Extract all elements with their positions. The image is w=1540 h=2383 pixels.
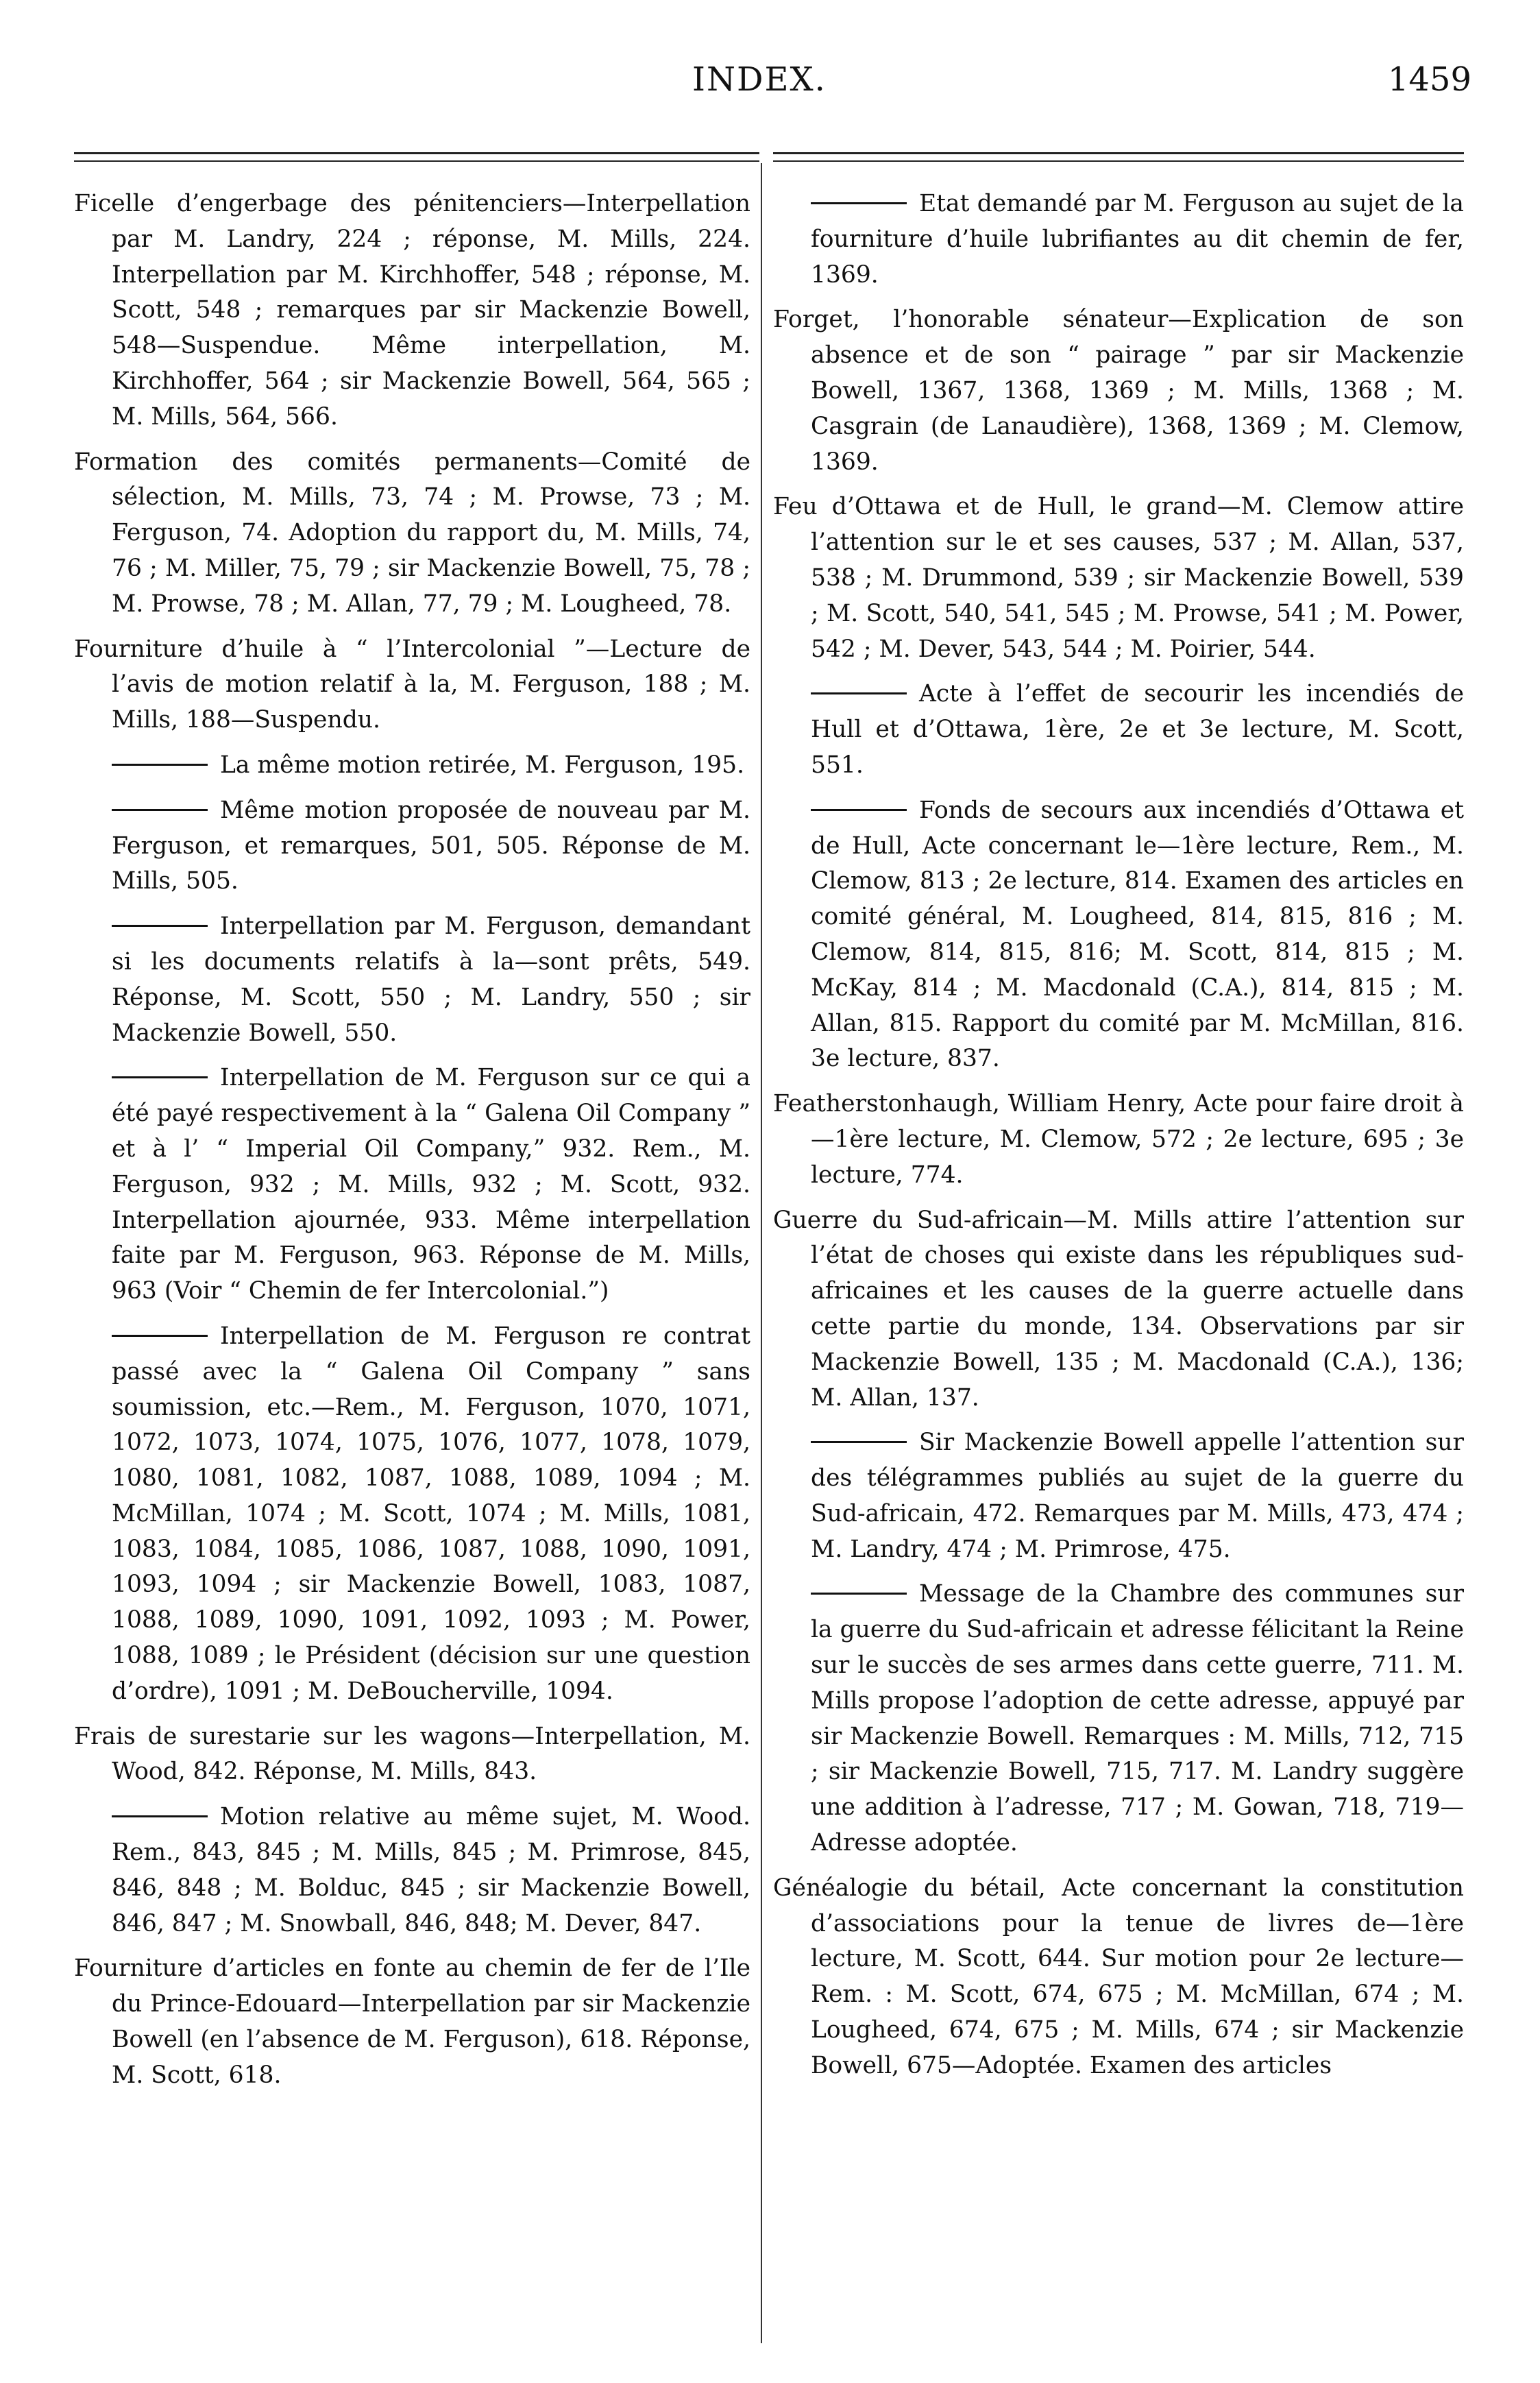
entry-text: La même motion retirée, M. Ferguson, 195. [220,751,745,779]
ditto-dash [811,692,907,694]
ditto-dash [112,925,208,927]
index-entry [74,445,750,622]
index-entry [773,489,1464,667]
index-entry [773,1871,1464,2084]
page-title: INDEX. [692,60,827,99]
header-rule-right-top [773,152,1464,154]
entry-text: Fourniture d’articles en fonte au chemin de fer de l’Ile du Prince-Edouard—Interpellation par sir Mackenzie Bowell (en l’absence de M. Ferguson), 618. Réponse, M. Scott, 618. [74,1955,750,2089]
index-subentry [74,1319,750,1710]
index-subentry [74,793,750,899]
entry-text: Formation des comités permanents—Comité de sélection, M. Mills, 73, 74 ; M. Prowse, 73 ; M. Ferguson, 74. Adoption du rapport du, M. Mills, 74, 76 ; M. Miller, 75, 79 ; sir Mackenzie Bowell, 75, 78 ; M. Prowse, 78 ; M. Allan, 77, 79 ; M. Lougheed, 78. [74,448,750,618]
header-rule-left-bottom [74,160,759,162]
ditto-dash [112,1076,208,1078]
entry-text: Featherstonhaugh, William Henry, Acte pour faire droit à—1ère lecture, M. Clemow, 572 ; 2e lecture, 695 ; 3e lecture, 774. [773,1090,1464,1189]
ditto-dash [112,1335,208,1337]
index-entry [74,632,750,738]
index-subentry [773,793,1464,1077]
entry-text: Etat demandé par M. Ferguson au sujet de la fourniture d’huile lubrifiantes au dit chemin de fer, 1369. [811,190,1464,289]
entry-text: Frais de surestarie sur les wagons—Interpellation, M. Wood, 842. Réponse, M. Mills, 843. [74,1722,750,1786]
entry-text: Message de la Chambre des communes sur la guerre du Sud-africain et adresse félicitant la Reine sur le succès de ses armes dans cette guerre, 711. M. Mills propose l’adoption de cette adresse, appuyé par sir Mackenzie Bowell. Remarques : M. Mills, 712, 715 ; sir Mackenzie Bowell, 715, 717. M. Landry suggère une addition à l’adresse, 717 ; M. Gowan, 718, 719—Adresse adoptée. [811,1580,1464,1857]
column-divider [761,163,762,2343]
index-subentry [773,186,1464,293]
index-entry [773,1203,1464,1416]
right-column [773,186,1464,2094]
header-rule-right-bottom [773,160,1464,162]
left-column [74,186,750,2103]
entry-text: Même motion proposée de nouveau par M. Ferguson, et remarques, 501, 505. Réponse de M. Mills, 505. [112,796,750,895]
entry-text: Forget, l’honorable sénateur—Explication de son absence et de son “ pairage ” par sir Mackenzie Bowell, 1367, 1368, 1369 ; M. Mills, 1368 ; M. Casgrain (de Lanaudière), 1368, 1369 ; M. Clemow, 1369. [773,306,1464,476]
ditto-dash [112,764,208,766]
entry-text: Généalogie du bétail, Acte concernant la constitution d’associations pour la tenue de livres de—1ère lecture, M. Scott, 644. Sur motion pour 2e lecture—Rem. : M. Scott, 674, 675 ; M. McMillan, 674 ; M. Lougheed, 674, 675 ; M. Mills, 674 ; sir Mackenzie Bowell, 675—Adoptée. Examen des articles [773,1874,1464,2079]
entry-text: Feu d’Ottawa et de Hull, le grand—M. Clemow attire l’attention sur le et ses causes, 537 ; M. Allan, 537, 538 ; M. Drummond, 539 ; sir Mackenzie Bowell, 539 ; M. Scott, 540, 541, 545 ; M. Prowse, 541 ; M. Power, 542 ; M. Dever, 543, 544 ; M. Poirier, 544. [773,493,1464,663]
entry-text: Sir Mackenzie Bowell appelle l’attention sur des télégrammes publiés au sujet de la guerre du Sud-africain, 472. Remarques par M. Mills, 473, 474 ; M. Landry, 474 ; M. Primrose, 475. [811,1429,1464,1563]
ditto-dash [811,809,907,811]
ditto-dash [811,202,907,204]
ditto-dash [811,1593,907,1595]
entry-text: Motion relative au même sujet, M. Wood. Rem., 843, 845 ; M. Mills, 845 ; M. Primrose, 845, 846, 848 ; M. Bolduc, 845 ; sir Mackenzie Bowell, 846, 847 ; M. Snowball, 846, 848; M. Dever, 847. [112,1803,750,1937]
entry-text: Fonds de secours aux incendiés d’Ottawa et de Hull, Acte concernant le—1ère lecture, Rem., M. Clemow, 813 ; 2e lecture, 814. Examen des articles en comité général, M. Lougheed, 814, 815, 816 ; M. Clemow, 814, 815, 816; M. Scott, 814, 815 ; M. McKay, 814 ; M. Macdonald (C.A.), 814, 815 ; M. Allan, 815. Rapport du comité par M. McMillan, 816. 3e lecture, 837. [811,796,1464,1073]
index-subentry [773,677,1464,783]
entry-text: Interpellation de M. Ferguson re contrat passé avec la “ Galena Oil Company ” sans soumission, etc.—Rem., M. Ferguson, 1070, 1071, 1072, 1073, 1074, 1075, 1076, 1077, 1078, 1079, 1080, 1081, 1082, 1087, 1088, 1089, 1094 ; M. McMillan, 1074 ; M. Scott, 1074 ; M. Mills, 1081, 1083, 1084, 1085, 1086, 1087, 1088, 1090, 1091, 1093, 1094 ; sir Mackenzie Bowell, 1083, 1087, 1088, 1089, 1090, 1091, 1092, 1093 ; M. Power, 1088, 1089 ; le Président (décision sur une question d’ordre), 1091 ; M. DeBoucherville, 1094. [112,1322,750,1705]
index-entry [773,1087,1464,1193]
ditto-dash [112,1815,208,1817]
entry-text: Interpellation par M. Ferguson, demandant si les documents relatifs à la—sont prêts, 549. Réponse, M. Scott, 550 ; M. Landry, 550 ; sir Mackenzie Bowell, 550. [112,912,750,1047]
entry-text: Ficelle d’engerbage des pénitenciers—Interpellation par M. Landry, 224 ; réponse, M. Mills, 224. Interpellation par M. Kirchhoffer, 548 ; réponse, M. Scott, 548 ; remarques par sir Mackenzie Bowell, 548—Suspendue. Même interpellation, M. Kirchhoffer, 564 ; sir Mackenzie Bowell, 564, 565 ; M. Mills, 564, 566. [74,190,750,431]
index-subentry [74,1800,750,1942]
index-entry [74,1719,750,1791]
index-subentry [773,1425,1464,1567]
entry-text: Interpellation de M. Ferguson sur ce qui a été payé respectivement à la “ Galena Oil Company ” et à l’ “ Imperial Oil Company,” 932. Rem., M. Ferguson, 932 ; M. Mills, 932 ; M. Scott, 932. Interpellation ajournée, 933. Même interpellation faite par M. Ferguson, 963. Réponse de M. Mills, 963 (Voir “ Chemin de fer Intercolonial.”) [112,1064,750,1305]
index-subentry [74,909,750,1051]
index-entry [74,186,750,435]
index-entry [74,1951,750,2093]
index-subentry [74,1061,750,1309]
entry-text: Acte à l’effet de secourir les incendiés de Hull et d’Ottawa, 1ère, 2e et 3e lecture, M. Scott, 551. [811,680,1464,779]
ditto-dash [811,1441,907,1443]
page-header [0,60,1540,122]
header-rule-left-top [74,152,759,154]
index-subentry [74,748,750,784]
index-entry [773,302,1464,480]
page-number: 1459 [1387,60,1471,99]
ditto-dash [112,809,208,811]
entry-text: Guerre du Sud-africain—M. Mills attire l’attention sur l’état de choses qui existe dans les républiques sud-africaines et les causes de la guerre actuelle dans cette partie du monde, 134. Observations par sir Mackenzie Bowell, 135 ; M. Macdonald (C.A.), 136; M. Allan, 137. [773,1206,1464,1412]
index-subentry [773,1577,1464,1861]
entry-text: Fourniture d’huile à “ l’Intercolonial ”—Lecture de l’avis de motion relatif à la, M. Ferguson, 188 ; M. Mills, 188—Suspendu. [74,635,750,734]
